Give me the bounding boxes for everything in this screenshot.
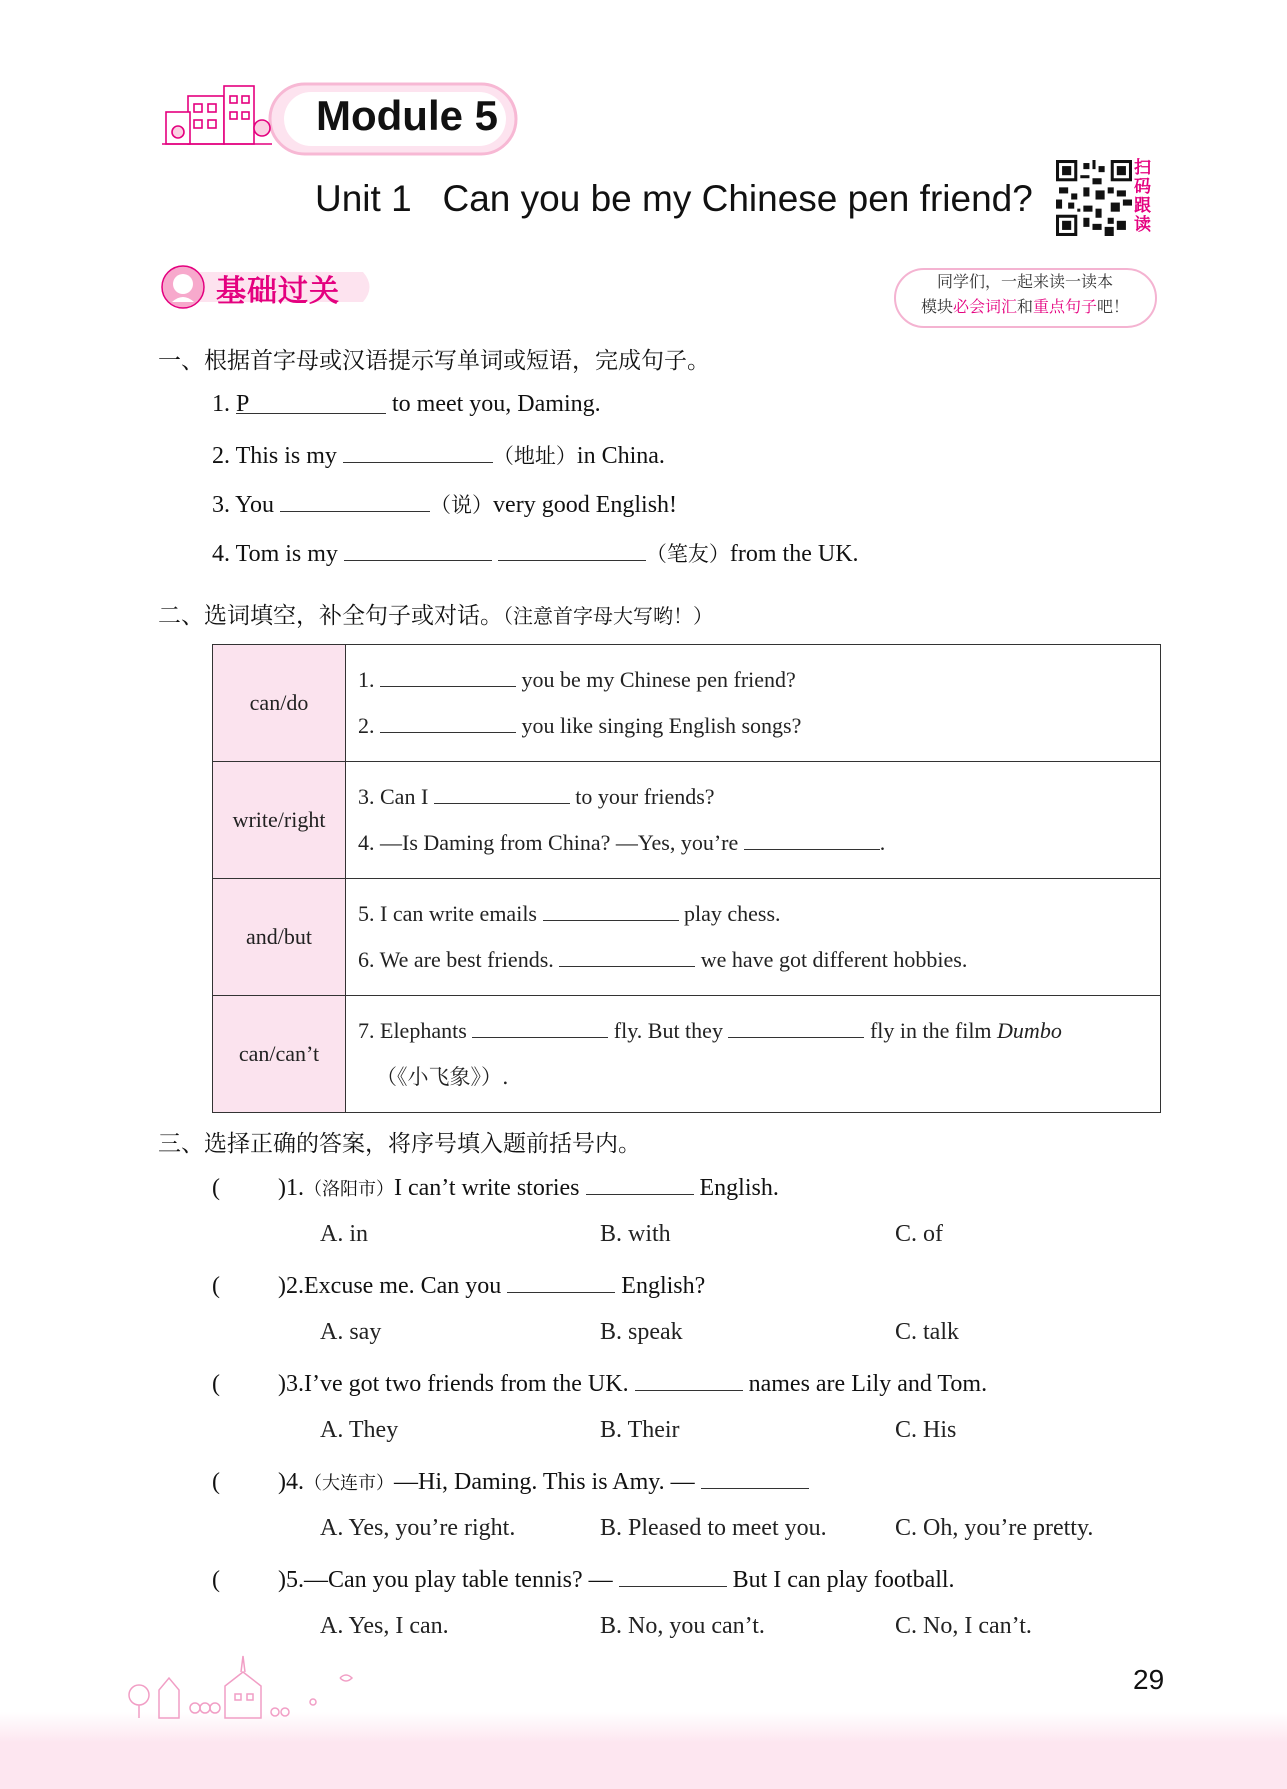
table-row — [213, 879, 1161, 996]
answer-blank[interactable] — [543, 898, 679, 921]
table-sentences: 1. you be my Chinese pen friend? 2. you like singing English songs? — [346, 645, 1161, 762]
answer-blank[interactable] — [586, 1172, 694, 1195]
table-row — [213, 762, 1161, 879]
answer-option[interactable]: B. with — [600, 1221, 671, 1247]
answer-option[interactable]: C. Oh, you’re pretty. — [895, 1515, 1094, 1541]
table-sentences: 5. I can write emails play chess. 6. We are best friends. we have got different hobbies. — [346, 879, 1161, 996]
scan-to-read-label: 扫码跟读 — [1134, 158, 1151, 234]
word-options: write/right — [213, 762, 346, 879]
answer-blank[interactable] — [498, 538, 646, 561]
part1-item-3: 3. You （说）very good English! — [212, 489, 677, 519]
building-icon — [162, 86, 272, 144]
page-number: 29 — [1133, 1664, 1165, 1695]
answer-blank[interactable]: P — [236, 391, 386, 414]
question-item: ( )3.I’ve got two friends from the UK. names are Lily and Tom. — [212, 1368, 987, 1398]
word-options: can/do — [213, 645, 346, 762]
tip-text — [895, 270, 1155, 320]
question-item: ( )4.（大连市）—Hi, Daming. This is Amy. — — [212, 1466, 809, 1496]
table-sentences: 3. Can I to your friends? 4. —Is Daming from China? —Yes, you’re . — [346, 762, 1161, 879]
answer-option[interactable]: C. talk — [895, 1319, 959, 1345]
answer-option[interactable]: A. Yes, I can. — [320, 1613, 449, 1639]
question-item: ( )2.Excuse me. Can you English? — [212, 1270, 705, 1300]
answer-blank[interactable] — [380, 664, 516, 687]
answer-bracket[interactable]: ( — [212, 1567, 220, 1593]
answer-blank[interactable] — [744, 827, 880, 850]
answer-option[interactable]: A. in — [320, 1221, 368, 1247]
answer-option[interactable]: A. They — [320, 1417, 399, 1443]
part1-item-4: 4. Tom is my （笔友）from the UK. — [212, 538, 859, 568]
word-choice-table — [212, 644, 1161, 1113]
answer-option[interactable]: C. His — [895, 1417, 957, 1443]
tip-line-2: 模块必会词汇和重点句子吧！ — [920, 299, 1130, 316]
part2-title: 二、选词填空，补全句子或对话。（注意首字母大写哟！） — [158, 603, 713, 629]
qr-code-icon[interactable] — [1056, 160, 1132, 236]
answer-option[interactable]: C. of — [895, 1221, 943, 1247]
answer-blank[interactable] — [472, 1015, 608, 1038]
module-title: Module 5 — [316, 92, 499, 139]
answer-blank[interactable] — [701, 1466, 809, 1489]
word-options: and/but — [213, 879, 346, 996]
table-row — [213, 645, 1161, 762]
table-sentences: 7. Elephants fly. But they fly in the film Dumbo （《小飞象》）. — [346, 996, 1161, 1113]
answer-blank[interactable] — [507, 1270, 615, 1293]
answer-blank[interactable] — [343, 440, 493, 463]
part1-item-1: 1. P to meet you, Daming. — [212, 391, 601, 417]
answer-blank[interactable] — [280, 489, 430, 512]
answer-bracket[interactable]: ( — [212, 1273, 220, 1299]
answer-blank[interactable] — [380, 710, 516, 733]
answer-blank[interactable] — [728, 1015, 864, 1038]
answer-blank[interactable] — [635, 1368, 743, 1391]
answer-blank[interactable] — [344, 538, 492, 561]
answer-bracket[interactable]: ( — [212, 1469, 220, 1495]
answer-blank[interactable] — [434, 781, 570, 804]
question-item: ( )5.—Can you play table tennis? — But I can play football. — [212, 1564, 955, 1594]
section-label: 基础过关 — [216, 275, 340, 308]
tip-line-1: 同学们，一起来读一读本 — [936, 274, 1113, 291]
answer-option[interactable]: B. Pleased to meet you. — [600, 1515, 827, 1541]
answer-option[interactable]: B. speak — [600, 1319, 683, 1345]
footer-band — [0, 1712, 1287, 1789]
footer-town-icon — [125, 1650, 445, 1720]
table-row — [213, 996, 1161, 1113]
answer-option[interactable]: B. No, you can’t. — [600, 1613, 765, 1639]
part1-item-2: 2. This is my （地址）in China. — [212, 440, 665, 470]
answer-option[interactable]: A. Yes, you’re right. — [320, 1515, 516, 1541]
part1-title: 一、根据首字母或汉语提示写单词或短语，完成句子。 — [158, 348, 710, 374]
answer-blank[interactable] — [619, 1564, 727, 1587]
unit-title: Unit 1 Can you be my Chinese pen friend? — [315, 178, 1033, 219]
answer-blank[interactable] — [559, 944, 695, 967]
word-options: can/can’t — [213, 996, 346, 1113]
answer-bracket[interactable]: ( — [212, 1175, 220, 1201]
part3-title: 三、选择正确的答案，将序号填入题前括号内。 — [158, 1131, 641, 1157]
answer-option[interactable]: C. No, I can’t. — [895, 1613, 1032, 1639]
question-item: ( )1.（洛阳市）I can’t write stories English. — [212, 1172, 779, 1202]
answer-option[interactable]: A. say — [320, 1319, 382, 1345]
answer-bracket[interactable]: ( — [212, 1371, 220, 1397]
answer-option[interactable]: B. Their — [600, 1417, 680, 1443]
